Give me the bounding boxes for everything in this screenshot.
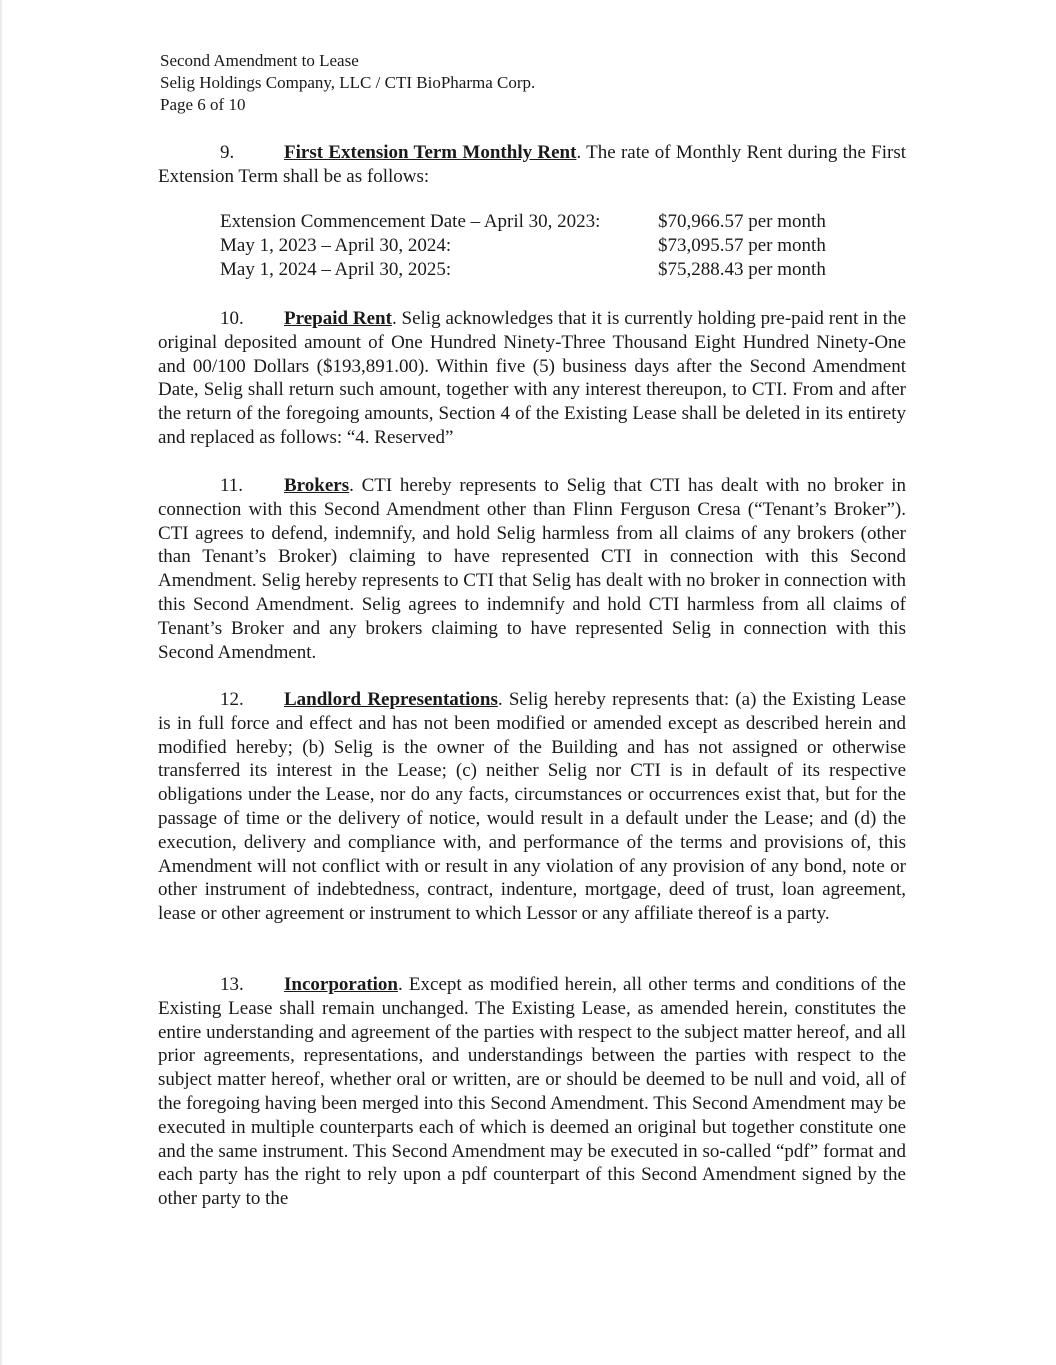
section-title: Incorporation: [284, 974, 398, 995]
section-body: . Except as modified herein, all other terms and conditions of the Existing Lease shall remain unchanged. The Existing Lease, as amended herein, constitutes the entire understanding and agreement of the parties with respect to the subject matter hereof, and all prior agreements, representations, and understandings between the parties with respect to the subject matter hereof, whether oral or written, are or should be deemed to be null and void, all of the foregoing having been merged into this Second Amendment. This Second Amendment may be executed in multiple counterparts each of which is deemed an original but together constitute one and the same instrument. This Second Amendment may be executed in so-called “pdf” format and each party has the right to rely upon a pdf counterpart of this Second Amendment signed by the other party to the: [158, 974, 906, 1210]
section-number: 11.: [220, 475, 244, 496]
section-number: 9.: [220, 142, 235, 163]
rent-row: [220, 210, 826, 234]
section-number: 13.: [220, 974, 244, 995]
section-number: 10.: [220, 308, 244, 329]
section-title: First Extension Term Monthly Rent: [284, 142, 577, 163]
rent-period: May 1, 2023 – April 30, 2024:: [220, 235, 452, 256]
section-title: Prepaid Rent: [284, 308, 392, 329]
page-header: [160, 50, 535, 116]
section-12-landlord-representations: [158, 688, 906, 926]
section-9-extension-rent: [158, 141, 906, 189]
section-11-brokers: [158, 474, 906, 664]
section-title: Brokers: [284, 475, 350, 496]
section-title: Landlord Representations: [284, 689, 498, 710]
rent-row: [220, 258, 826, 282]
rent-period: May 1, 2024 – April 30, 2025:: [220, 259, 452, 280]
section-10-prepaid-rent: [158, 307, 906, 450]
section-number: 12.: [220, 689, 244, 710]
section-body: . CTI hereby represents to Selig that CTI has dealt with no broker in connection with this Second Amendment other than Flinn Ferguson Cresa (“Tenant’s Broker”). CTI agrees to defend, indemnify, and hold Selig harmless from all claims of any brokers (other than Tenant’s Broker) claiming to have represented CTI in connection with this Second Amendment. Selig hereby represents to CTI that Selig has dealt with no broker in connection with this Second Amendment. Selig agrees to indemnify and hold CTI harmless from all claims of Tenant’s Broker and any brokers claiming to have represented Selig in connection with this Second Amendment.: [158, 475, 906, 663]
section-body: . The rate of Monthly Rent during the First Extension Term shall be as follows:: [158, 142, 906, 187]
header-document-title: Second Amendment to Lease: [160, 51, 359, 70]
rent-schedule-table: [220, 210, 826, 282]
section-body: . Selig acknowledges that it is currently holding pre-paid rent in the original deposited amount of One Hundred Ninety-Three Thousand Eight Hundred Ninety-One and 00/100 Dollars ($193,891.00). Within five (5) business days after the Second Amendment Date, Selig shall return such amount, together with any interest thereupon, to CTI. From and after the return of the foregoing amounts, Section 4 of the Existing Lease shall be deleted in its entirety and replaced as follows: “4. Reserved”: [158, 308, 906, 448]
page-edge-shadow: [0, 0, 3, 1365]
header-page-number: Page 6 of 10: [160, 95, 246, 114]
header-parties: Selig Holdings Company, LLC / CTI BioPharma Corp.: [160, 73, 536, 92]
section-13-incorporation: [158, 973, 906, 1211]
rent-row: [220, 234, 826, 258]
rent-period: Extension Commencement Date – April 30, 2023:: [220, 211, 601, 232]
rent-amount: $73,095.57 per month: [658, 235, 826, 256]
section-body: . Selig hereby represents that: (a) the Existing Lease is in full force and effect and has not been modified or amended except as described herein and modified hereby; (b) Selig is the owner of the Building and has not assigned or otherwise transferred its interest in the Lease; (c) neither Selig nor CTI is in default of its respective obligations under the Lease, nor do any facts, circumstances or occurrences exist that, but for the passage of time or the delivery of notice, would result in a default under the Lease; and (d) the execution, delivery and compliance with, and performance of the terms and provisions of, this Amendment will not conflict with or result in any violation of any provision of any bond, note or other instrument of indebtedness, contract, indenture, mortgage, deed of trust, loan agreement, lease or other agreement or instrument to which Lessor or any affiliate thereof is a party.: [158, 689, 906, 925]
rent-amount: $70,966.57 per month: [658, 211, 826, 232]
rent-amount: $75,288.43 per month: [658, 259, 826, 280]
